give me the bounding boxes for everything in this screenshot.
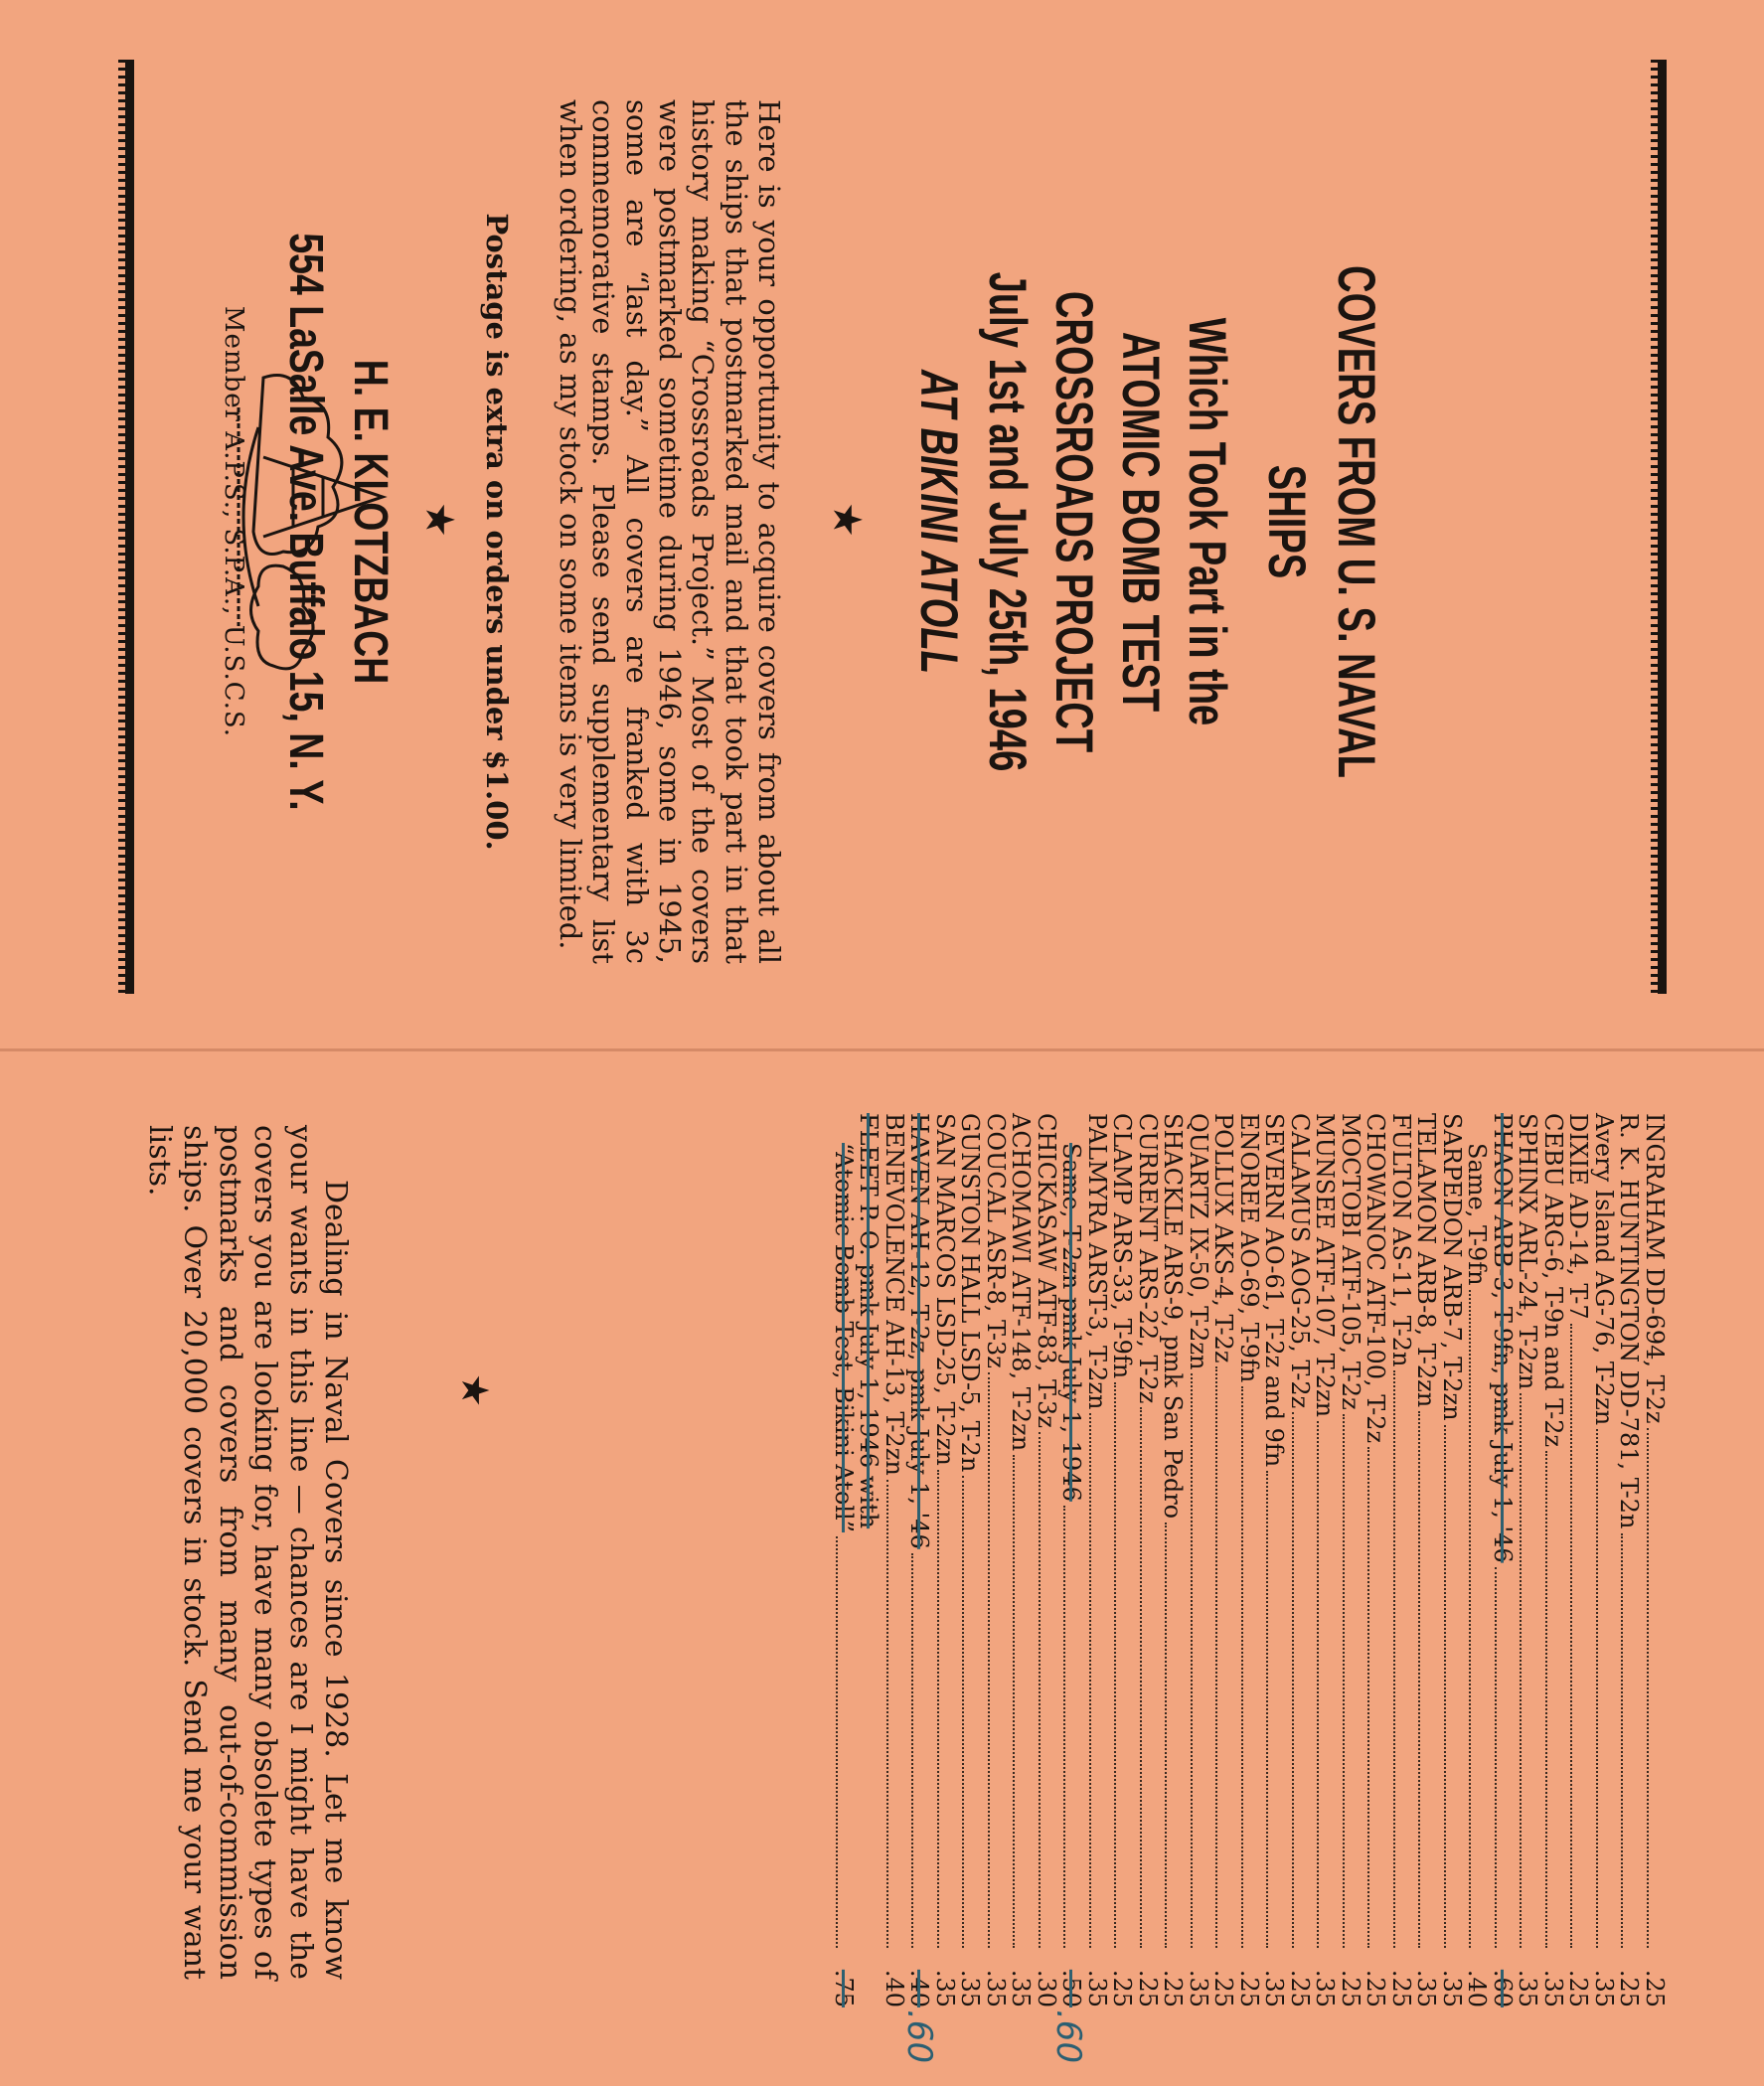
list-item: SEVERN AO-61, T-2z and 9fn .35 (1260, 1113, 1289, 2007)
membership-line: Member A.P.S., S.P.A., U.S.C.S. (219, 305, 248, 738)
heading-line-6: July 1st and July 25th, 1946 (978, 271, 1037, 772)
list-item: R. K. HUNTINGTON DD-781, T-2n .25 (1615, 1113, 1644, 2007)
list-item: FULTON AS-11, T-2n .25 (1387, 1113, 1415, 2007)
list-item: BENEVOLENCE AH-13, T-2zn .40 (881, 1113, 908, 2007)
list-item: ACHOMAWI ATF-148, T-2zn .35 (1007, 1113, 1036, 2007)
list-item: Same, T-9fn .40 (1463, 1143, 1492, 2007)
list-item: PHAON ARB-3, T-9fn, pmk July 1, '46 .60 (1489, 1113, 1517, 2007)
intro-paragraph: Here is your opportunity to acquire covers from about all the ships that postmarked mail and that took part in that history making “Crossroads Project.” Most of the covers were postmarked sometime during 1946, some in 1945, some are “last day.” All covers are franked with 3c commemorative stamps. Please send supplementary list when ordering, as my stock on some items is very limited. (553, 99, 786, 964)
list-item: ENOREE AO-69, T-9fn .25 (1235, 1113, 1263, 2007)
heading-line-2: SHIPS (1257, 464, 1316, 579)
list-item: PALMYRA ARST-3, T-2zn .35 (1083, 1113, 1111, 2007)
heading-line-1: COVERS FROM U. S. NAVAL (1327, 265, 1385, 778)
heading-line-4: ATOMIC BOMB TEST (1111, 331, 1170, 713)
handwritten-price-note: .60 (899, 2009, 939, 2064)
dealer-address: 554 LaSalle Ave. Buffalo 15, N. Y. (279, 233, 332, 811)
list-item: MUNSEE ATF-107, T-2zn .35 (1311, 1113, 1340, 2007)
list-item: SHACKLE ARS-9, pmk San Pedro .25 (1159, 1113, 1188, 2007)
bottom-rule (125, 60, 134, 994)
list-item: CLAMP ARS-33, T-9fn .25 (1108, 1113, 1137, 2007)
handwritten-price-note: .60 (1048, 2009, 1088, 2064)
list-item: COUCAL ASR-8, T-3z .35 (982, 1113, 1010, 2007)
postage-note: Postage is extra on orders under $1.00. (480, 213, 514, 851)
list-item: “Atomic Bomb Test, Bikini Atoll” .75 (830, 1143, 858, 2007)
dealing-paragraph: Dealing in Naval Covers since 1928. Let me know your wants in this line — chances are I might have the covers you are looking for, have many obsolete types of postmarks and covers from many out-of-commission ships. Over 20,000 covers in stock. Send me your want lists. (142, 1125, 353, 1980)
list-item: CEBU ARG-6, T-9n and T-2z .35 (1539, 1113, 1567, 2007)
list-item: CHICKASAW ATF-83, T-3z .30 (1033, 1113, 1060, 2007)
list-item: MOCTOBI ATF-105, T-2z .25 (1337, 1113, 1364, 2007)
list-item: INGRAHAM DD-694, T-2z .25 (1641, 1113, 1669, 2007)
star-icon: ★ (453, 1373, 497, 1408)
top-rule (1658, 60, 1667, 994)
list-item: Avery Island AG-76, T-2zn .35 (1590, 1113, 1618, 2007)
list-item: CALAMUS AOG-25, T-2z .25 (1286, 1113, 1314, 2007)
heading-line-3: Which Took Part in the (1178, 317, 1236, 726)
back-panel (0, 1055, 1764, 2086)
list-item: DIXIE AD-14, T-7 .25 (1564, 1113, 1593, 2007)
list-item: QUARTZ IX-50, T-2zn .35 (1185, 1113, 1212, 2007)
heading-line-5: CROSSROADS PROJECT (1044, 290, 1103, 753)
dealer-name: H. E. KLOTZBACH (344, 359, 397, 685)
list-item: GUNSTON HALL LSD-5, T-2n .35 (956, 1113, 985, 2007)
star-icon: ★ (416, 502, 462, 538)
list-item: SAN MARCOS LSD-25, T-2zn .35 (931, 1113, 959, 2007)
heading-line-7: AT BIKINI ATOLL (909, 370, 968, 674)
list-item: POLLUX AKS-4, T-2z .25 (1209, 1113, 1238, 2007)
list-item: Same, T-2zn pmk July 1, 1946 .50 (1057, 1143, 1086, 2007)
star-icon: ★ (824, 502, 870, 538)
ship-price-list (831, 1113, 1668, 2007)
list-item: TELAMON ARB-8, T-2zn .35 (1412, 1113, 1441, 2007)
list-item: HAVEN AH-12, T-2z, pmk July 1, '46 .40 (905, 1113, 934, 2007)
list-item: SPHINX ARL-24, T-2zn .35 (1514, 1113, 1542, 2007)
list-item: FLEET P. O. pmk July 1, 1946 with (855, 1113, 883, 1529)
list-item: SARPEDON ARB-7, T-2zn .35 (1438, 1113, 1466, 2007)
list-item: CURRENT ARS-22, T-2z .25 (1134, 1113, 1162, 2007)
list-item: CHOWANOC ATF-100, T-2z .25 (1362, 1113, 1390, 2007)
